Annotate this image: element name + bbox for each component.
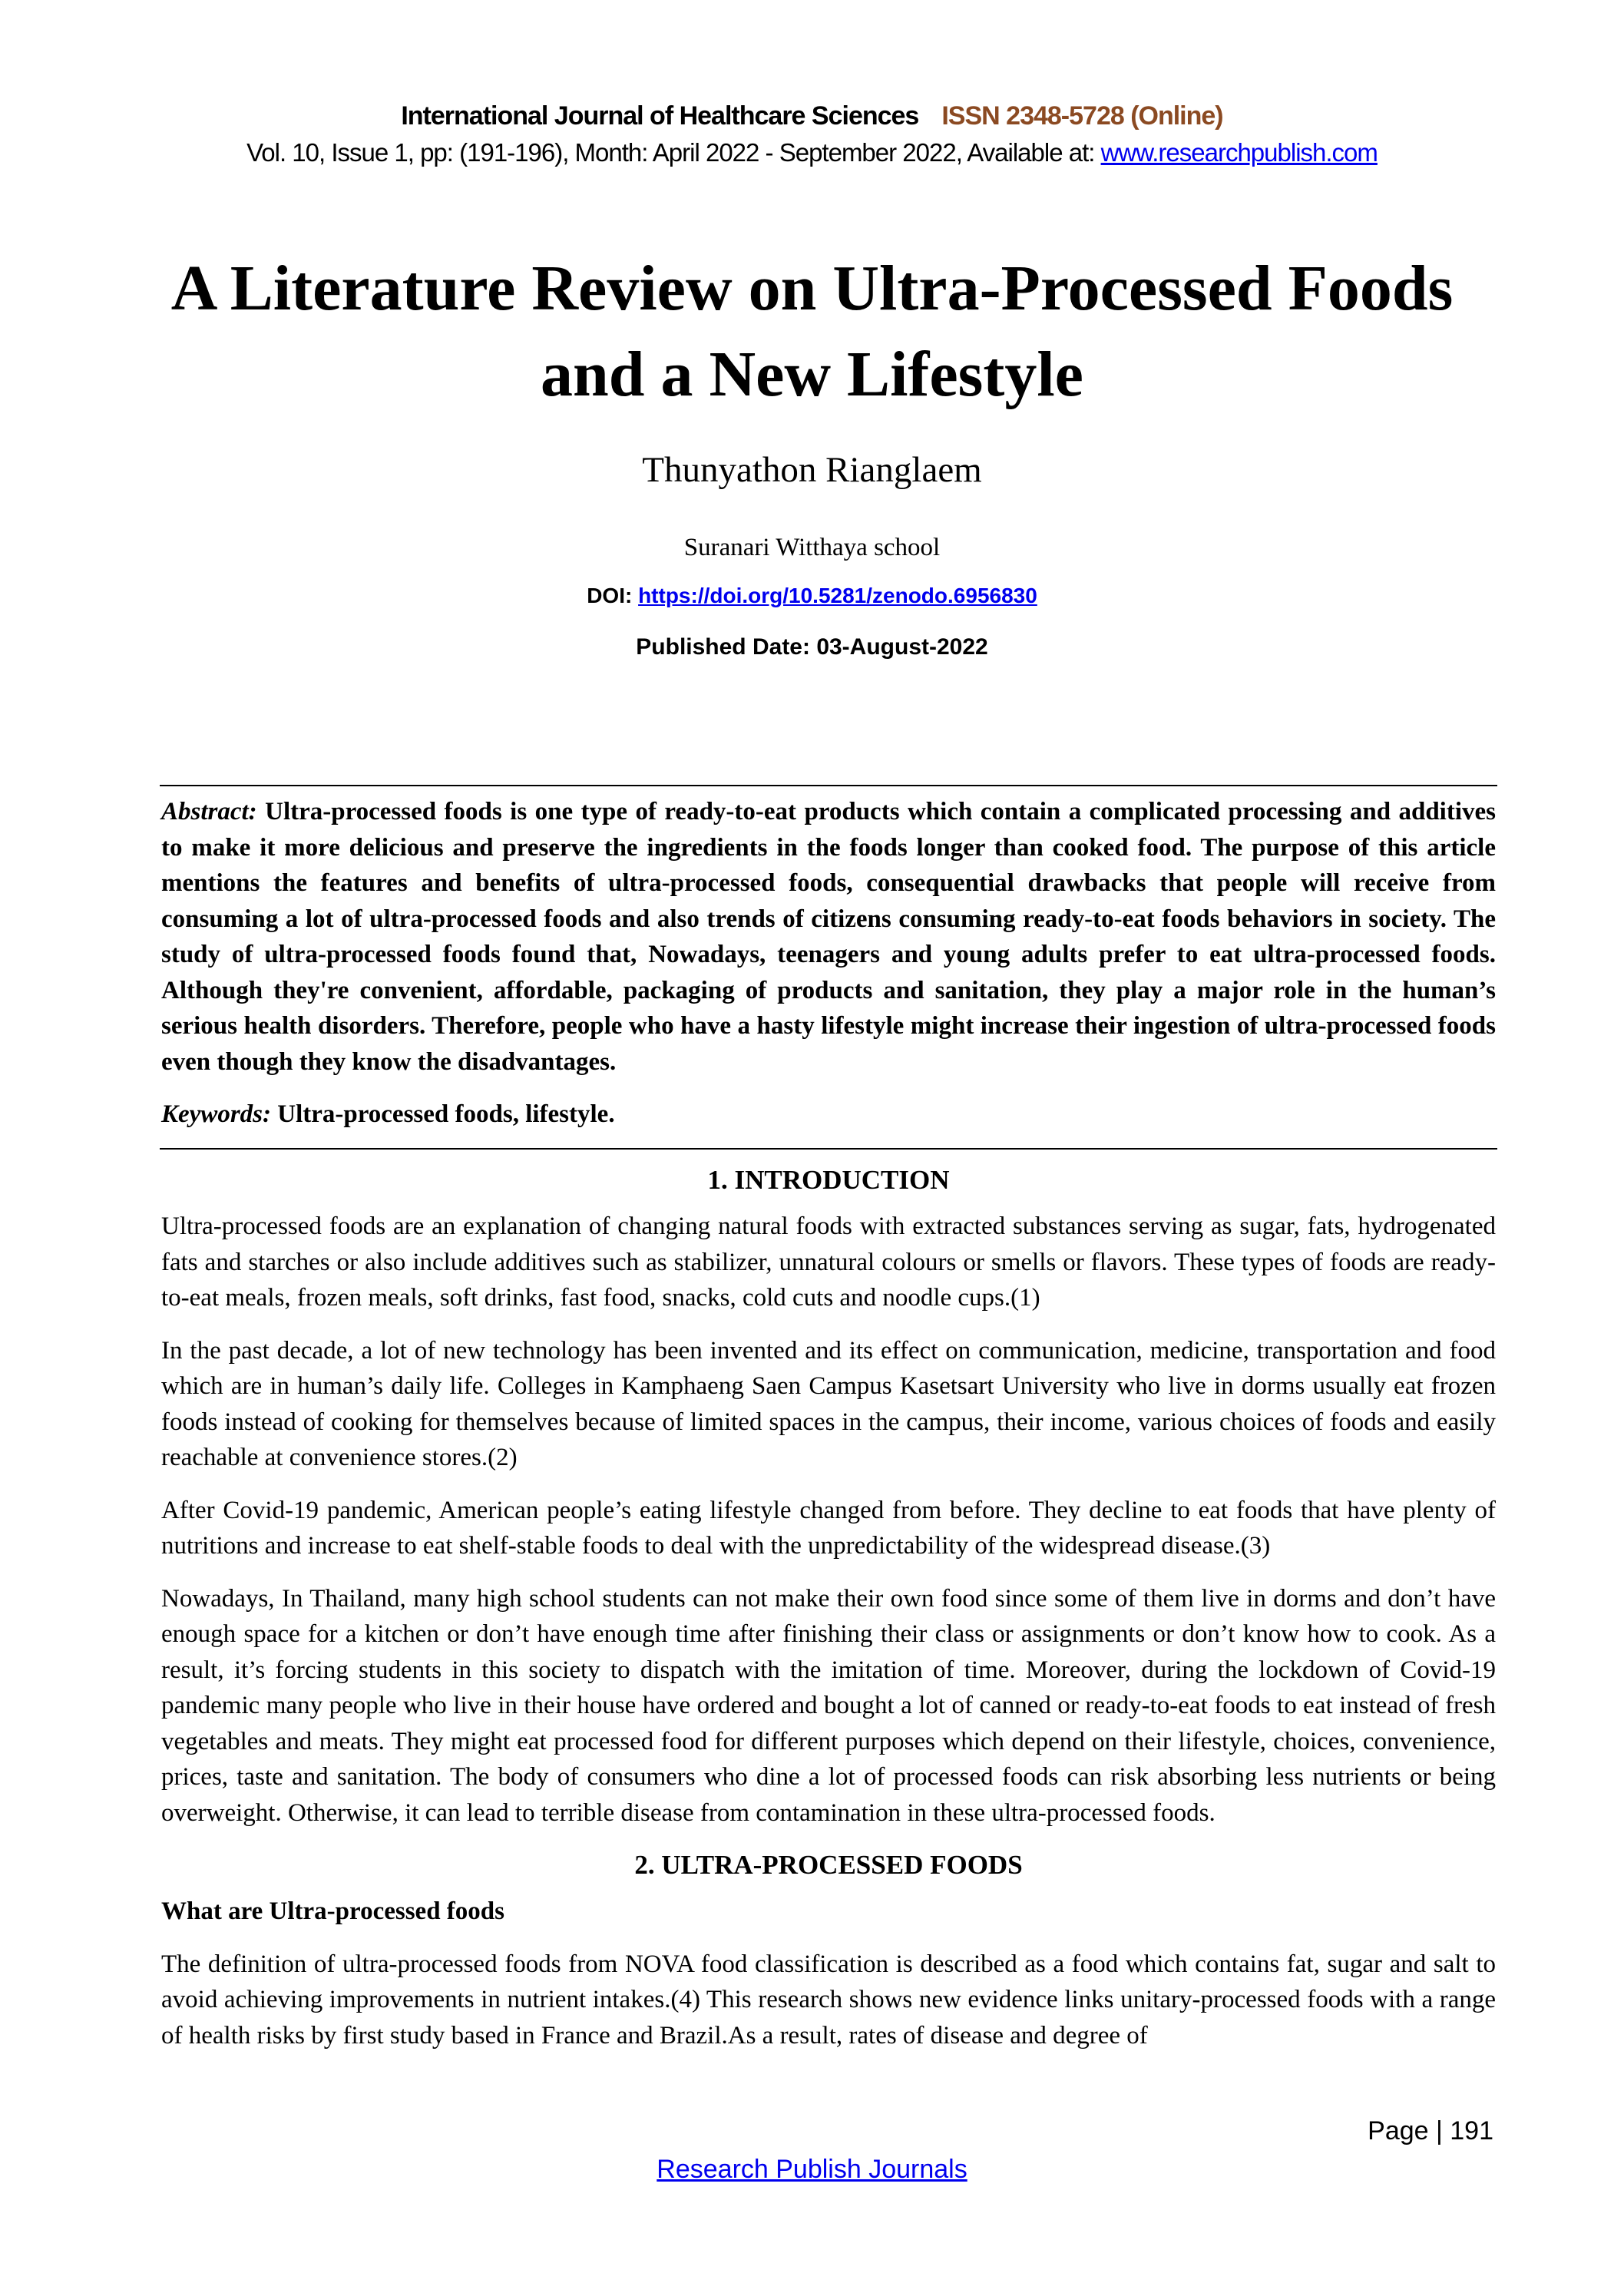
paragraph: Nowadays, In Thailand, many high school students can not make their own food since some of them live in dorms and don’t have enough space for a kitchen or don’t have enough time after finishing their class or assignments or don’t know how to cook. As a result, it’s forcing students in this society to dispatch with the imitation of time. Moreover, during the lockdown of Covid-19 pandemic many people who live in their house have ordered and bought a lot of canned or ready-to-eat foods to eat instead of fresh vegetables and meats. They might eat processed food for different purposes which depend on their lifestyle, choices, convenience, prices, taste and sanitation. The body of consumers who dine a lot of processed foods can risk absorbing less nutrients or being overweight. Otherwise, it can lead to terrible disease from contamination in these ultra-processed foods. xyxy=(161,1584,1496,1827)
section-heading: 1. INTRODUCTION xyxy=(707,1165,950,1195)
footer xyxy=(0,2155,1624,2185)
journal-name: International Journal of Healthcare Sciences xyxy=(401,101,919,131)
abstract xyxy=(161,794,1496,1080)
paragraph: After Covid-19 pandemic, American people’s eating lifestyle changed from before. They decline to eat foods that have plenty of nutritions and increase to eat shelf-stable foods to deal with the unpredictability of the widespread disease.(3) xyxy=(161,1496,1496,1560)
page-number: Page | 191 xyxy=(1368,2116,1493,2145)
section-heading: 2. ULTRA-PROCESSED FOODS xyxy=(634,1850,1023,1880)
divider xyxy=(160,785,1497,786)
keywords-text: Ultra-processed foods, lifestyle. xyxy=(277,1100,615,1128)
abstract-text: Ultra-processed foods is one type of ready-to-eat products which contain a complicated processing and additives to make it more delicious and preserve the ingredients in the foods longer than cooked food. The purpose of this article mentions the features and benefits of ultra-processed foods, consequential drawbacks that people will receive from consuming a lot of ultra-processed foods and also trends of citizens consuming ready-to-eat foods behaviors in society. The study of ultra-processed foods found that, Nowadays, teenagers and young adults prefer to eat ultra-processed foods. Although they're convenient, affordable, packaging of products and sanitation, they play a major role in the human’s serious health disorders. Therefore, people who have a hasty lifestyle might increase their ingestion of ultra-processed foods even though they know the disadvantages. xyxy=(161,798,1496,1076)
doi xyxy=(0,584,1624,608)
paragraph: The definition of ultra-processed foods from NOVA food classification is described as a food which contains fat, sugar and salt to avoid achieving improvements in nutrient intakes.(4) This research shows new evidence links unitary-processed foods with a range of health risks by first study based in France and Brazil.As a result, rates of disease and degree of xyxy=(161,1950,1496,2050)
abstract-label: Abstract: xyxy=(161,798,257,825)
doi-link[interactable]: https://doi.org/10.5281/zenodo.6956830 xyxy=(638,584,1037,607)
title-line: A Literature Review on Ultra-Processed Foods xyxy=(170,253,1454,324)
affiliation: Suranari Witthaya school xyxy=(683,534,941,561)
body-text xyxy=(161,1163,1496,2070)
issn: ISSN 2348-5728 (Online) xyxy=(941,101,1223,131)
author: Thunyathon Rianglaem xyxy=(642,450,982,490)
paper-title xyxy=(0,246,1624,418)
title-line: and a New Lifestyle xyxy=(541,339,1083,410)
website-link[interactable]: www.researchpublish.com xyxy=(1100,138,1378,167)
volume-line xyxy=(0,138,1624,167)
volume-info: Vol. 10, Issue 1, pp: (191-196), Month: April 2022 - September 2022, Available at: xyxy=(246,138,1095,167)
subsection-heading: What are Ultra-processed foods xyxy=(161,1897,504,1925)
divider xyxy=(160,1148,1497,1150)
paragraph: In the past decade, a lot of new technology has been invented and its effect on communication, medicine, transportation and food which are in human’s daily life. Colleges in Kamphaeng Saen Campus Kasetsart University who live in dorms usually eat frozen foods instead of cooking for themselves because of limited spaces in the campus, their income, various choices of foods and easily reachable at convenience stores.(2) xyxy=(161,1336,1496,1471)
paragraph: Ultra-processed foods are an explanation of changing natural foods with extracted substances serving as sugar, fats, hydrogenated fats and starches or also include additives such as stabilizer, unnatural colours or smells or flavors. These types of foods are ready-to-eat meals, frozen meals, soft drinks, fast food, snacks, cold cuts and noodle cups.(1) xyxy=(161,1213,1496,1312)
doi-label: DOI: xyxy=(587,584,633,607)
keywords-label: Keywords: xyxy=(161,1100,271,1128)
published-date: Published Date: 03-August-2022 xyxy=(636,634,988,660)
keywords xyxy=(161,1097,1496,1133)
journal-header xyxy=(0,101,1624,131)
footer-link[interactable]: Research Publish Journals xyxy=(657,2155,967,2184)
